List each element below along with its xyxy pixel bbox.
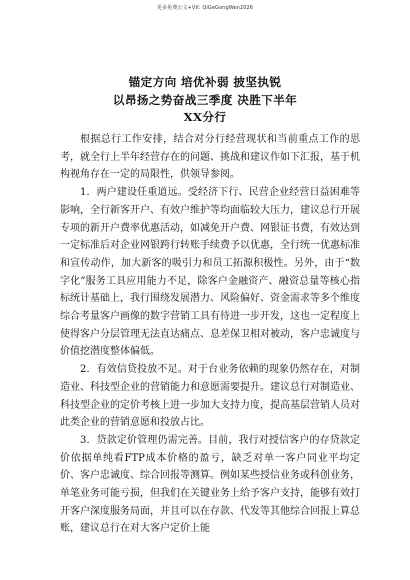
paragraph-1: 1．两户建设任重道远。受经济下行、民营企业经营日益困难等影响，全行新客开户、有效户维护等均面临较大压力，建议总行开展专项的新开户费率优惠活动，如减免开户费、网银证书费，有效达到一定标准后对企业网银跨行转账手续费予以优惠，全行统一优惠标准和宣传动作，加大新客的吸引力和员工拓源积极性。另外，由于“数字化”服务工具应用能力不足，除客户金融资产、融资总量等核心指标统计基础上，我行围绕发展潜力、风险偏好、资金需求等多个维度综合考量客户画像的数字营销工具有待进一步开发，这也一定程度上使得客户分层管理无法直达痛点、息差保卫相对被动，客户忠诚度与价值挖潜度整体偏低。 [60,187,360,358]
title-line-2: 以昂扬之势奋战三季度 决胜下半年 [112,92,298,107]
header-note: 更多免费公文+VX: QiGeGongWen2026 [156,5,254,11]
paragraph-3: 3．贷款定价管理仍需完善。目前，我行对授信客户的存贷款定价依据单纯看FTP成本价格的盈亏，缺乏对单一客户同业平均定价、客户忠诚度、综合回报等测算。例如某些授信业务或科创业务，单笔业务可能亏损，但我们在关键业务上给予客户支持，能够有效打开客户深度服务局面，并且可以在存款、代发等其他综合回报上算总账，建议总行在对大客户定价上能 [60,434,360,535]
title-line-branch: XX分行 [183,110,227,124]
paragraph-2: 2．有效信贷投放不足。对于台业务依赖的现象仍然存在，对制造业、科技型企业的营销能力和意愿需要提升。建议总行对制造业、科技型企业的定价考核上进一步加大支持力度，提高基层营销人员对此类企业的营销意愿和投放占比。 [60,364,360,429]
paragraph-intro: 根据总行工作安排，结合对分行经营现状和当前重点工作的思考，就全行上半年经营存在的问题、挑战和建议作如下汇报，基于机构视角存在一定的局限性，供领导参阅。 [60,134,360,181]
document-body [60,131,360,538]
title-block [0,74,410,127]
title-line-1: 锚定方向 培优补弱 披坚执锐 [128,75,282,89]
